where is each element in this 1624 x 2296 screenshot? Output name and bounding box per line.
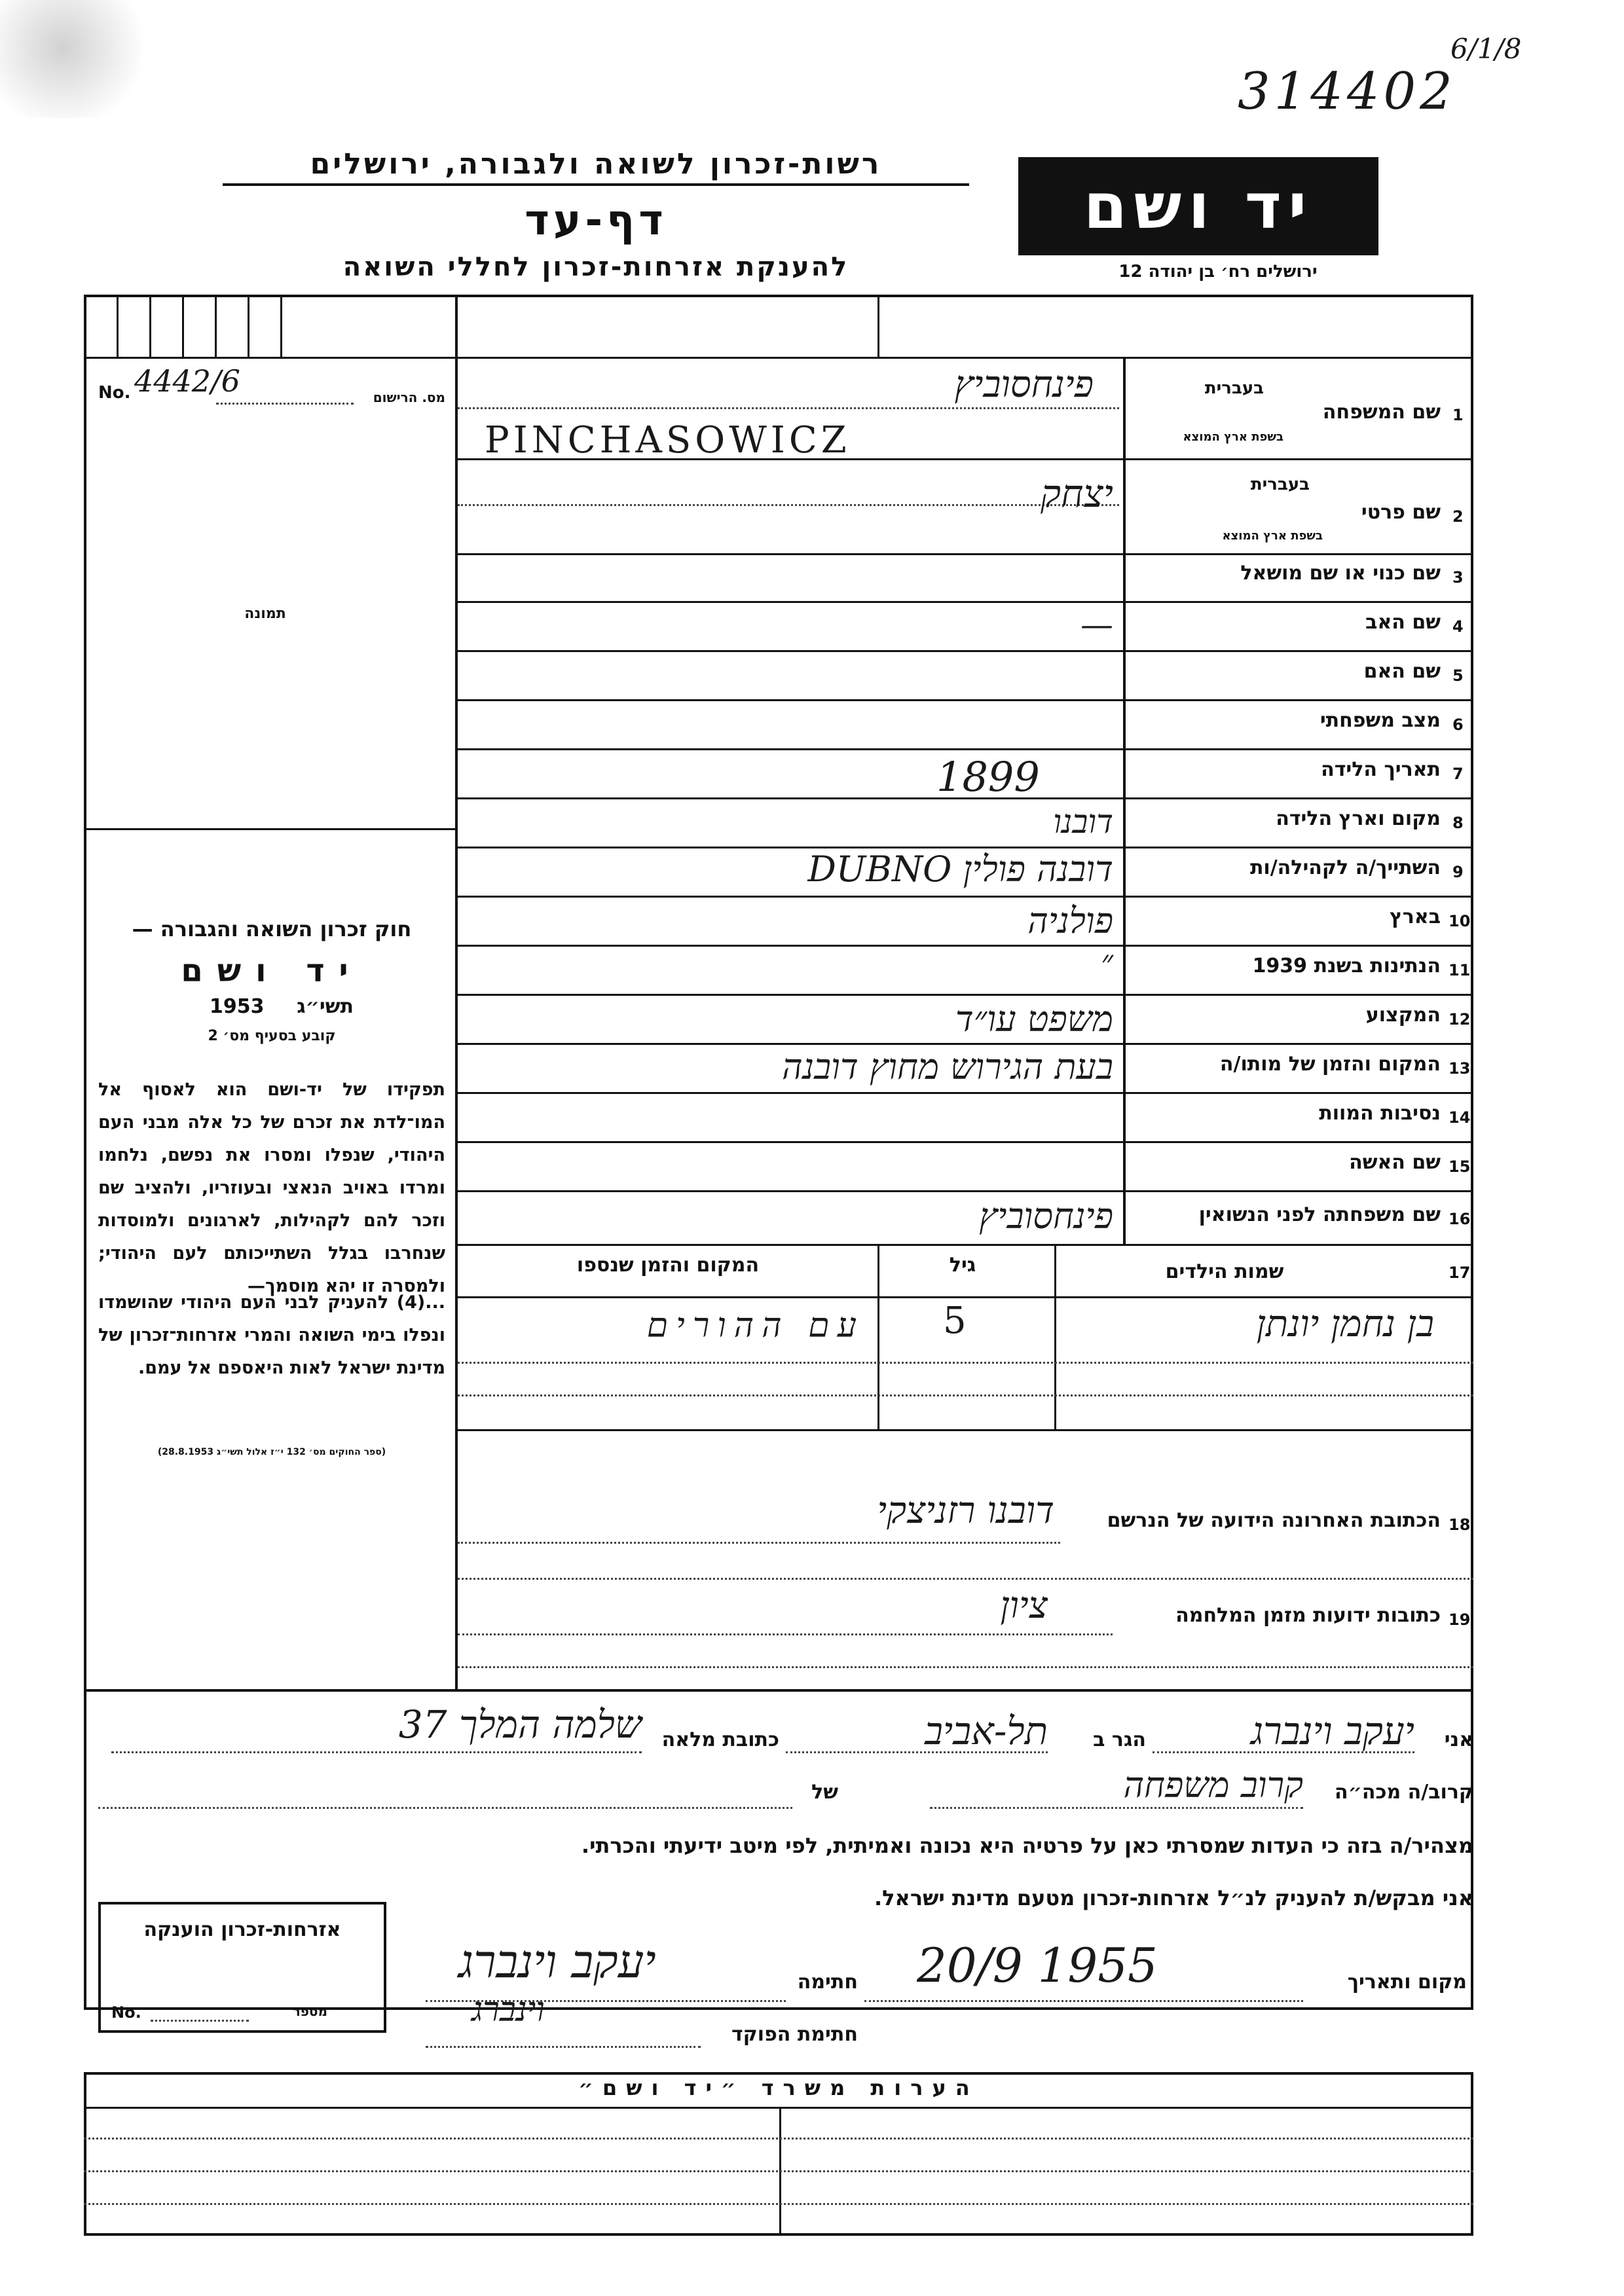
place-date-value: 20/9 1955 xyxy=(917,1938,1158,1993)
law-name: יד ושם xyxy=(181,953,363,989)
field-1-number: 1 xyxy=(1452,406,1464,424)
field-6-label: מצב משפחתי xyxy=(1320,709,1441,732)
field-17-number: 17 xyxy=(1449,1264,1471,1282)
field-16-value: פינחסוביץ xyxy=(979,1195,1113,1237)
field-1-latin-value: PINCHASOWICZ xyxy=(485,419,851,462)
place-date-label: מקום ותאריך xyxy=(1347,1971,1467,1994)
field-10-number: 10 xyxy=(1449,912,1471,930)
field-18-label: הכתובת האחרונה הידועה של הנרשם xyxy=(1107,1509,1441,1532)
field-12-value: משפט עו״ד xyxy=(955,998,1113,1040)
officer-signature: וינברג xyxy=(471,1990,545,2030)
signature-label: חתימה xyxy=(797,1971,858,1994)
field-16-number: 16 xyxy=(1449,1210,1471,1228)
children-col-age: גיל xyxy=(949,1254,976,1277)
field-13-number: 13 xyxy=(1449,1059,1471,1078)
relation-value: קרוב משפחה xyxy=(1123,1764,1303,1806)
field-19-label: כתובות ידועות מזמן המלחמה xyxy=(1175,1604,1441,1627)
yad-vashem-logo: יד ושם xyxy=(1018,157,1378,255)
law-text-2: ...(4) להעניק לבני העם היהודי שהושמדו ונפלו בימי השואה והמרי אזרחות־זכרון של מדינת ישראל לאות היאספם אל עמם. xyxy=(98,1292,445,1378)
field-1-label: שם המשפחה xyxy=(1322,401,1441,424)
field-2-number: 2 xyxy=(1452,507,1464,526)
field-9-number: 9 xyxy=(1452,863,1464,881)
field-9-label: השתייך/ה לקהילה/ות xyxy=(1249,856,1441,879)
reg-number: 4442/6 xyxy=(134,363,240,399)
field-8-label: מקום וארץ הלידה xyxy=(1276,807,1441,830)
relative-label: קרוב/ה מכה״ה xyxy=(1335,1781,1473,1804)
children-col-names: שמות הילדים xyxy=(1165,1260,1284,1283)
law-year: 1953 xyxy=(210,995,265,1018)
award-box-no: No. xyxy=(111,2003,141,2022)
field-5-label: שם האם xyxy=(1363,660,1441,683)
field-11-label: הנתינות בשנת 1939 xyxy=(1252,955,1441,977)
children-col-place: המקום והזמן שנספו xyxy=(576,1254,760,1277)
field-8-number: 8 xyxy=(1452,814,1464,832)
form-title: דף-עד xyxy=(525,196,667,245)
org-line: רשות-זכרון לשואה ולגבורה, ירושלים xyxy=(223,147,969,186)
reg-no-prefix: No. xyxy=(98,383,131,403)
field-2-hebrew-sub: בעברית xyxy=(1250,475,1310,494)
law-text-1: תפקידו של יד-ושם הוא לאסוף אל המו־לדת את זכרם של כל אלה מבני העם היהודי, שנפלו ומסרו את נפשם, נלחמו ומרדו באויב הנאצי ובעוזריו, ולהציב שם וזכר להם לקהילות, לארגונים ולמוסדות שנחרבו בגלל השתייכותם לעם היהודי; ולמסרה זו יהא מוסמך— xyxy=(98,1080,445,1296)
child-1-place: עם ההורים xyxy=(646,1306,864,1345)
law-year-hebrew: תשי״ג xyxy=(297,995,354,1018)
field-10-label: בארץ xyxy=(1389,905,1441,928)
form-subtitle: להענקת אזרחות-זכרון לחללי השואה xyxy=(342,252,849,282)
declarant-resides-label: הגר ב xyxy=(1093,1728,1146,1751)
declarant-name: יעקב וינברג xyxy=(1251,1709,1414,1753)
scan-noise xyxy=(0,0,157,118)
field-11-number: 11 xyxy=(1449,961,1471,979)
field-13-value: בעת הגירוש מחוץ דובנה xyxy=(781,1046,1113,1087)
field-18-number: 18 xyxy=(1449,1516,1471,1534)
field-4-label: שם האב xyxy=(1365,611,1441,634)
field-19-value: ציון xyxy=(1000,1584,1048,1627)
field-8-value: דובנו xyxy=(1053,803,1113,841)
field-1-hebrew-sub: בעברית xyxy=(1204,378,1264,398)
field-6-number: 6 xyxy=(1452,716,1464,734)
field-4-value: — xyxy=(1080,606,1113,644)
photo-label: תמונה xyxy=(244,606,286,622)
field-15-number: 15 xyxy=(1449,1157,1471,1176)
law-source: (ספר החוקים מס׳ 132 י״ז אלול תשי״ג 28.8.1953) xyxy=(157,1447,386,1457)
declaration-statement: מצהיר/ה בזה כי העדות שמסרתי כאן על פרטיה היא נכונה ואמיתית, לפי מיטב ידיעתי והכרתי. xyxy=(581,1833,1473,1858)
field-3-label: שם כנוי או שם מושאל xyxy=(1240,562,1441,585)
field-13-label: המקום והזמן של מותו/ה xyxy=(1219,1053,1441,1076)
field-5-number: 5 xyxy=(1452,666,1464,685)
signature: יעקב וינברג xyxy=(458,1935,656,1988)
address-line: ירושלים רח׳ בן יהודה 12 xyxy=(1118,262,1318,282)
officer-signature-label: חתימת הפוקד xyxy=(731,2023,858,2046)
declarant-ani: אני xyxy=(1444,1728,1473,1751)
field-1-origin-sub: בשפת ארץ המוצא xyxy=(1183,430,1283,444)
full-address-label: כתובת מלאה xyxy=(661,1728,779,1751)
field-7-label: תאריך הלידה xyxy=(1321,758,1441,781)
field-7-number: 7 xyxy=(1452,765,1464,783)
field-15-label: שם האשה xyxy=(1349,1151,1441,1174)
field-10-value: פולניה xyxy=(1027,900,1113,941)
law-clause: קובע בסעיף מס׳ 2 xyxy=(208,1028,336,1044)
field-14-label: נסיבות המוות xyxy=(1319,1102,1441,1125)
field-11-value: ״ xyxy=(1101,943,1113,981)
field-2-hebrew-value: יצחק xyxy=(1041,471,1113,516)
field-4-number: 4 xyxy=(1452,617,1464,636)
child-1-name: בן נחמן יונתן xyxy=(1256,1303,1434,1345)
of-label: של xyxy=(811,1781,838,1804)
office-notes-title: הערות משרד ״יד ושם״ xyxy=(578,2075,979,2100)
reg-label: מס. הרישום xyxy=(373,390,445,405)
field-9-value: דובנה פולין DUBNO xyxy=(807,848,1113,890)
field-12-label: המקצוע xyxy=(1365,1004,1441,1027)
field-12-number: 12 xyxy=(1449,1010,1471,1029)
field-7-value: 1899 xyxy=(936,753,1040,801)
field-14-number: 14 xyxy=(1449,1108,1471,1127)
corner-mark: 6/1/8 xyxy=(1450,33,1522,65)
child-1-age: 5 xyxy=(943,1300,967,1342)
award-box-number-label: מספר xyxy=(292,2003,327,2019)
field-2-origin-sub: בשפת ארץ המוצא xyxy=(1222,529,1323,543)
field-19-number: 19 xyxy=(1449,1611,1471,1629)
field-16-label: שם משפחתה לפני הנשואין xyxy=(1198,1203,1441,1226)
law-title: חוק זכרון השואה והגבורה — xyxy=(132,917,412,941)
award-box-title: אזרחות-זכרון הוענקה xyxy=(143,1918,341,1941)
archive-number: 314402 xyxy=(1238,62,1456,121)
request-statement: אני מבקש/ת להעניק לנ״ל אזרחות-זכרון מטעם מדינת ישראל. xyxy=(874,1886,1473,1910)
declarant-city: תל-אביב xyxy=(924,1709,1048,1753)
field-1-hebrew-value: פינחסוביץ xyxy=(954,363,1094,406)
declarant-address: שלמה המלך 37 xyxy=(398,1702,642,1747)
field-2-label: שם פרטי xyxy=(1361,501,1441,524)
field-3-number: 3 xyxy=(1452,568,1464,587)
field-18-value: דובנו רזניצקי xyxy=(877,1489,1054,1532)
